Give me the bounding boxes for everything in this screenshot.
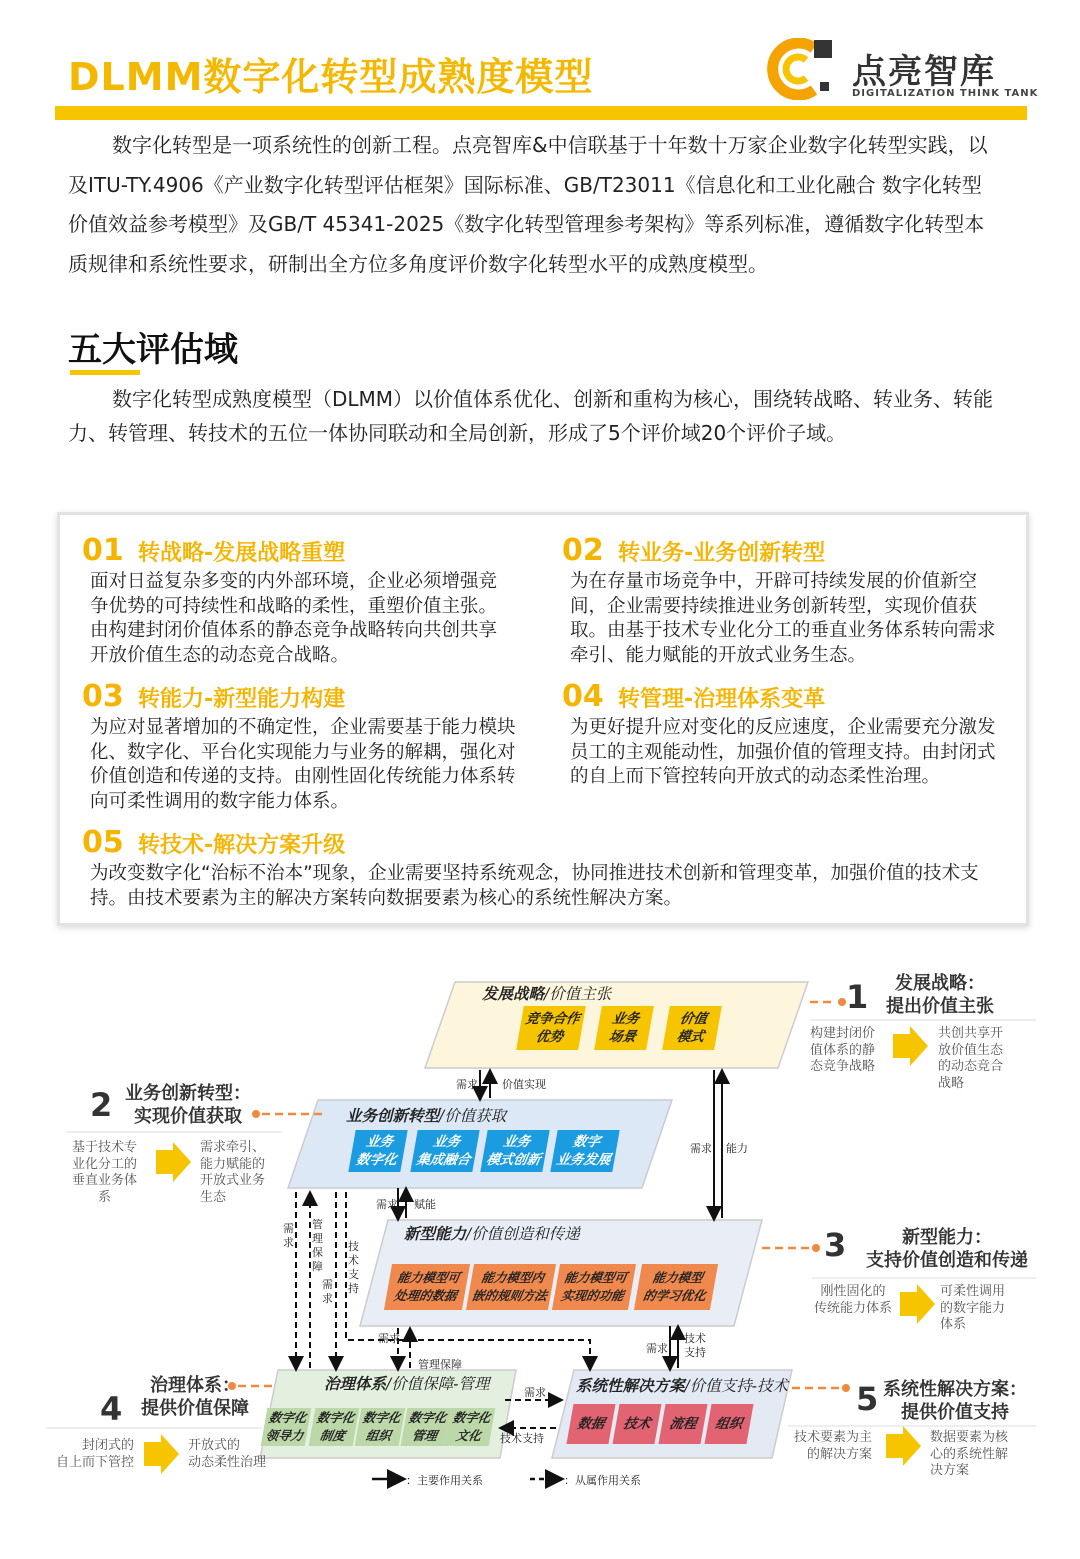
arrow-label: 需求 (690, 1142, 712, 1155)
transition-arrow-4 (144, 1434, 179, 1474)
business-chip: 业务 模式创新 (480, 1130, 549, 1172)
dlmm-diagram (0, 960, 1080, 1520)
domain-title: 转技术-解决方案升级 (138, 833, 346, 858)
domain-title: 转业务-业务创新转型 (618, 541, 826, 566)
section-underline (70, 370, 140, 375)
side-from: 基于技术专 业化分工的 垂直业务体 系 (72, 1140, 138, 1205)
side-to: 可柔性调用 的数字能力 体系 (940, 1284, 1006, 1332)
arrow-label: 技术 支持 (684, 1332, 706, 1359)
business-chip: 业务 数字化 (348, 1130, 407, 1172)
plane-title-rest: /价值创造和传递 (466, 1225, 580, 1243)
legend-main: ：主要作用关系 (406, 1474, 483, 1487)
arrow-label: 管理保障 (418, 1358, 462, 1371)
section-paragraph: 数字化转型成熟度模型（DLMM）以价值体系优化、创新和重构为核心，围绕转战略、转业务、转能力、转管理、转技术的五位一体协同联动和全局创新，形成了5个评价域20个评价子域。 (68, 387, 994, 445)
strategy-plane-title (482, 982, 611, 1004)
arrow-label: 需求 (378, 1332, 400, 1345)
transition-arrow-2 (156, 1142, 191, 1182)
capability-chip: 能力模型内 嵌的规则方法 (466, 1264, 556, 1310)
arrow-label: 需求 (646, 1342, 668, 1355)
capability-chip: 能力模型 的学习优化 (634, 1264, 718, 1310)
capability-chip: 能力模型可 实现的功能 (552, 1264, 636, 1310)
domain-number: 05 (82, 825, 124, 860)
domain-title: 转能力-新型能力构建 (138, 687, 346, 712)
side-from: 技术要素为主 的解决方案 (793, 1430, 872, 1462)
side-title: 业务创新转型： 实现价值获取 (125, 1083, 251, 1127)
arrow-label: 需求 (376, 1198, 398, 1211)
strategy-chip: 价值 模式 (662, 1006, 722, 1050)
logo-name: 点亮智库 (852, 52, 996, 92)
plane-title-rest: /价值获取 (439, 1107, 507, 1125)
domain-item (82, 533, 502, 668)
domain-number: 04 (562, 679, 604, 714)
domain-number: 03 (82, 679, 124, 714)
arrow-label: 需求 (283, 1222, 294, 1249)
page-title: DLMM数字化转型成熟度模型 (68, 55, 594, 99)
transition-arrow-3 (900, 1284, 935, 1324)
arrow-label: 技术支持 (348, 1240, 359, 1295)
intro-paragraph: 数字化转型是一项系统性的创新工程。点亮智库&中信联基于十年数十万家企业数字化转型实践，以及ITU-TY.4906《产业数字化转型评估框架》国际标准、GB/T23011《信息化和工业化融合 数字化转型 价值效益参考模型》及GB/T 45341-2025《数字化转型管理参考架构》等系列标准，遵循数字化转型本质规律和系统性要求，研制出全方位多角度评价数字化转型水平的成熟度模型。 (68, 133, 988, 276)
domain-item (562, 679, 1012, 790)
domains-panel (57, 512, 1029, 926)
side-from: 封闭式的 自上而下管控 (55, 1438, 134, 1470)
arrow-label: 需求 (456, 1078, 478, 1091)
plane-title-bold: 业务创新转型 (346, 1106, 440, 1125)
domain-text: 为更好提升应对变化的反应速度，企业需要充分激发员工的主观能动性，加强价值的管理支持。由封闭式的自上而下管控转向开放式的动态柔性治理。 (570, 717, 996, 787)
solution-chip: 技术 (612, 1404, 661, 1444)
governance-chip: 数字化 制度 (309, 1408, 360, 1446)
logo-icon (766, 38, 834, 100)
solution-plane-title (576, 1374, 788, 1396)
domain-item (82, 825, 1012, 911)
side-title: 系统性解决方案： 提供价值支持 (883, 1379, 1027, 1423)
side-number: 5 (856, 1380, 879, 1418)
legend-sub: ：从属作用关系 (564, 1474, 641, 1487)
header-bar (55, 106, 1027, 120)
transition-arrow-5 (886, 1426, 921, 1466)
domain-item (562, 533, 1012, 668)
side-number: 4 (100, 1390, 123, 1428)
side-to: 共创共享开 放价值生态 的动态竞合 战略 (938, 1026, 1004, 1091)
domain-item (82, 679, 522, 814)
arrow-label: 需求 (322, 1278, 333, 1305)
governance-chip: 数字化 领导力 (261, 1408, 312, 1446)
section-heading: 五大评估域 (68, 330, 238, 370)
governance-chip: 数字化 组织 (355, 1408, 406, 1446)
capability-chip: 能力模型可 处理的数据 (384, 1264, 470, 1310)
business-plane-title (346, 1104, 506, 1126)
business-chip: 数字 业务发展 (550, 1130, 619, 1172)
strategy-chip: 竞争合作 优势 (516, 1006, 586, 1050)
domain-number: 01 (82, 533, 124, 568)
domain-text: 为在存量市场竞争中，开辟可持续发展的价值新空间，企业需要持续推进业务创新转型，实现价值获取。由基于技术专业化分工的垂直业务体系转向需求牵引、能力赋能的开放式业务生态。 (570, 571, 996, 666)
arrow-label: 价值实现 (502, 1078, 546, 1091)
solution-chip: 组织 (704, 1404, 753, 1444)
domain-title: 转管理-治理体系变革 (618, 687, 826, 712)
logo-subtitle: DIGITALIZATION THINK TANK (852, 88, 1039, 99)
side-from: 构建封闭价 值体系的静 态竞争战略 (810, 1026, 876, 1074)
side-number: 3 (824, 1226, 847, 1264)
side-to: 需求牵引、 能力赋能的 开放式业务 生态 (200, 1140, 266, 1205)
domain-number: 02 (562, 533, 604, 568)
side-number: 1 (846, 978, 869, 1016)
strategy-chip: 业务 场景 (594, 1006, 654, 1050)
plane-title-rest: /价值主张 (544, 985, 612, 1003)
governance-chip: 数字化 文化 (445, 1408, 496, 1446)
capability-plane-title (404, 1222, 580, 1244)
arrow-label: 需求 (524, 1386, 546, 1399)
plane-title-bold: 治理体系 (324, 1374, 387, 1393)
transition-arrow-1 (893, 1026, 928, 1066)
side-to: 开放式的 动态柔性治理 (188, 1438, 267, 1470)
governance-chip: 数字化 管理 (401, 1408, 452, 1446)
side-title: 发展战略： 提出价值主张 (886, 973, 994, 1017)
side-title: 新型能力： 支持价值创造和传递 (866, 1227, 1028, 1271)
plane-title-bold: 发展战略 (482, 984, 545, 1003)
arrow-label: 赋能 (414, 1198, 436, 1211)
side-to: 数据要素为核 心的系统性解 决方案 (930, 1430, 1009, 1478)
domain-text: 为应对显著增加的不确定性，企业需要基于能力模块化、数字化、平台化实现能力与业务的解耦，强化对价值创造和传递的支持。由刚性固化传统能力体系转向可柔性调用的数字能力体系。 (90, 717, 516, 812)
side-from: 刚性固化的 传统能力体系 (814, 1284, 893, 1316)
arrow-label: 技术支持 (500, 1432, 544, 1445)
side-number: 2 (90, 1086, 113, 1124)
plane-title-rest: /价值保障-管理 (386, 1375, 490, 1393)
plane-title-rest: /价值支持-技术 (684, 1377, 788, 1395)
plane-title-bold: 系统性解决方案 (576, 1376, 685, 1395)
domain-text: 为改变数字化“治标不治本”现象，企业需要坚持系统观念，协同推进技术创新和管理变革，加强价值的技术支持。由技术要素为主的解决方案转向数据要素为核心的系统性解决方案。 (90, 863, 979, 909)
governance-plane-title (324, 1372, 489, 1394)
domain-title: 转战略-发展战略重塑 (138, 541, 346, 566)
domain-text: 面对日益复杂多变的内外部环境，企业必须增强竞争优势的可持续性和战略的柔性，重塑价值主张。由构建封闭价值体系的静态竞争战略转向共创共享开放价值生态的动态竞合战略。 (90, 571, 498, 666)
solution-chip: 流程 (658, 1404, 707, 1444)
arrow-label: 管理保障 (312, 1218, 323, 1273)
side-title: 治理体系： 提供价值保障 (141, 1375, 249, 1419)
arrow-label: 能力 (726, 1142, 748, 1155)
plane-title-bold: 新型能力 (404, 1224, 467, 1243)
business-chip: 业务 集成融合 (410, 1130, 479, 1172)
solution-chip: 数据 (566, 1404, 615, 1444)
